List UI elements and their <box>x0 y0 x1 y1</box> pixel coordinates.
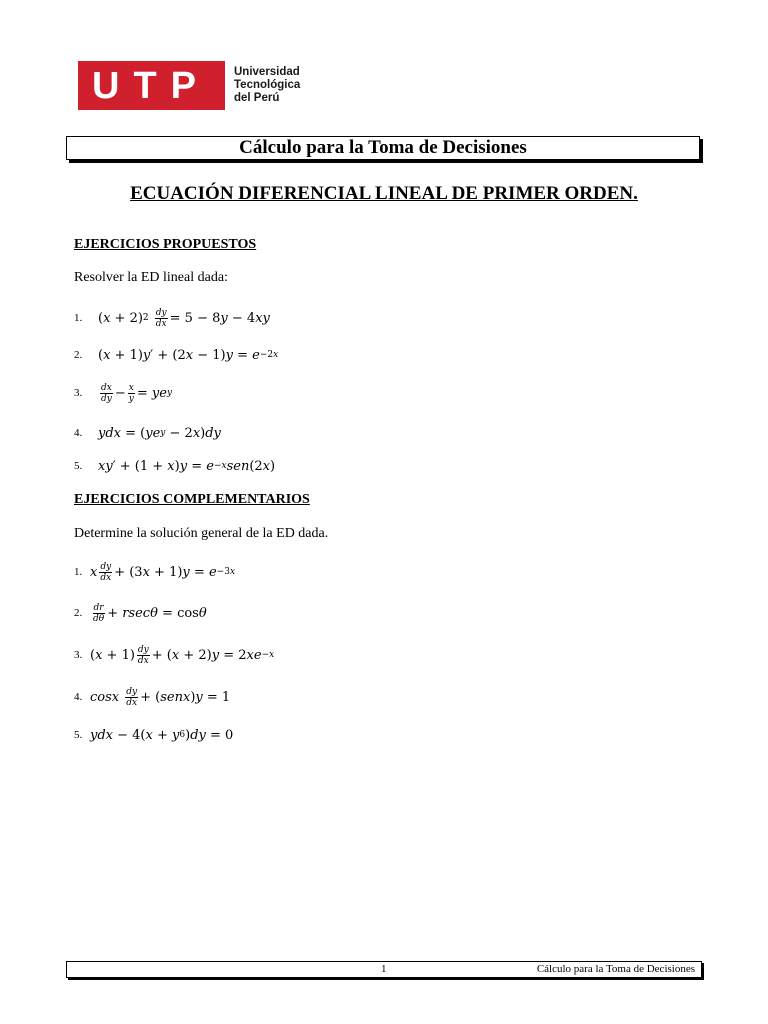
main-heading: ECUACIÓN DIFERENCIAL LINEAL DE PRIMER ORDEN. <box>130 183 638 204</box>
equation: x $\frac{dy}{dx}$ + (3 x + 1) y = e −3x <box>90 561 236 583</box>
utp-logo <box>78 61 300 110</box>
exercise-number: 3. <box>74 387 83 399</box>
university-name <box>234 66 300 105</box>
exercise-complementario-2 <box>74 598 207 628</box>
exercise-complementario-1 <box>74 557 235 587</box>
exercise-complementario-3 <box>74 640 274 670</box>
equation: xy ′ + (1 + x ) y = e −x sen (2 x ) <box>98 458 276 474</box>
page-number: 1 <box>381 963 387 975</box>
exercise-propuesto-1 <box>74 303 270 333</box>
equation: $\frac{dr}{d\theta}$ + rsecθ = cos θ <box>93 602 207 624</box>
section-complementarios-heading: EJERCICIOS COMPLEMENTARIOS <box>74 492 310 507</box>
equation: ydx − 4( x + y 6 ) dy = 0 <box>90 727 234 743</box>
university-name-line2: Tecnológica <box>234 79 301 91</box>
equation: ydx = ( ye y − 2 x ) dy <box>98 425 221 441</box>
exercise-propuesto-5 <box>74 451 275 481</box>
exercise-number: 4. <box>74 427 83 439</box>
course-title-box <box>66 136 700 160</box>
university-name-line1: Universidad <box>234 66 300 78</box>
exercise-number: 1. <box>74 312 83 324</box>
utp-logo-mark <box>78 61 225 110</box>
section-complementarios-intro: Determine la solución general de la ED dada. <box>74 526 329 541</box>
exercise-number: 2. <box>74 349 83 361</box>
exercise-propuesto-3 <box>74 378 172 408</box>
utp-letters-graphic <box>78 61 225 110</box>
utp-letters: UTP <box>92 65 210 107</box>
page-footer <box>66 961 702 978</box>
exercise-number: 5. <box>74 460 83 472</box>
university-name-line3: del Perú <box>234 92 280 104</box>
exercise-complementario-5 <box>74 720 233 750</box>
footer-title: Cálculo para la Toma de Decisiones <box>536 963 695 975</box>
section-propuestos-heading: EJERCICIOS PROPUESTOS <box>74 237 257 252</box>
exercise-number: 2. <box>74 607 83 619</box>
exercise-propuesto-2 <box>74 340 278 370</box>
exercise-number: 3. <box>74 649 83 661</box>
equation: ( x + 2) 2 $\frac{dy}{dx}$ = 5 − 8 y − 4 xy <box>98 307 270 329</box>
section-propuestos-intro: Resolver la ED lineal dada: <box>74 270 228 285</box>
equation: ( x + 1) y ′ + (2 x − 1) y = e −2x <box>98 347 279 363</box>
equation: cosx $\frac{dy}{dx}$ + ( senx ) y = 1 <box>90 686 231 708</box>
equation: $\frac{dx}{dy}$ − $\frac{x}{y}$ = ye y <box>101 382 173 404</box>
exercise-propuesto-4 <box>74 418 221 448</box>
exercise-number: 1. <box>74 566 83 578</box>
exercise-complementario-4 <box>74 682 230 712</box>
equation: ( x + 1) $\frac{dy}{dx}$ + ( x + 2) y = 2 xe −x <box>90 644 275 666</box>
exercise-number: 4. <box>74 691 83 703</box>
course-title: Cálculo para la Toma de Decisiones <box>239 137 527 158</box>
exercise-number: 5. <box>74 729 83 741</box>
